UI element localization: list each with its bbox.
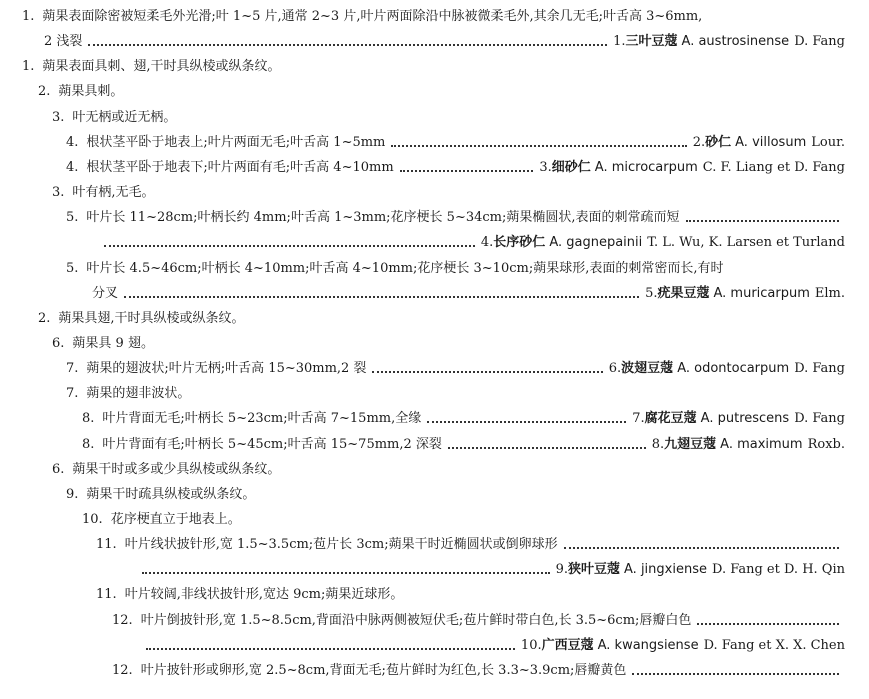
species-latin-name: A. gagnepainii	[549, 235, 643, 251]
species-author: D. Fang	[794, 361, 845, 377]
dot-leader	[632, 671, 839, 675]
couplet-number: 5.	[66, 260, 79, 276]
species-author: T. L. Wu, K. Larsen et Turland	[647, 235, 845, 251]
species-latin-name: A. microcarpum	[594, 159, 698, 175]
key-line	[52, 458, 845, 482]
species-latin-name: A. kwangsiense	[597, 637, 699, 653]
species-number: 1.	[613, 34, 626, 50]
couplet-number: 4.	[66, 134, 79, 150]
species-author: Roxb.	[807, 436, 845, 452]
key-line	[66, 206, 845, 230]
species-number: 7.	[632, 411, 645, 427]
species-author: D. Fang et D. H. Qin	[711, 562, 845, 578]
key-line	[82, 433, 845, 457]
couplet-text: 根状茎平卧于地表下;叶片两面有毛;叶舌高 4~10mm	[86, 159, 394, 175]
species-chinese-name: 波翅豆蔻	[621, 361, 674, 377]
species-number: 9.	[555, 562, 568, 578]
key-line	[38, 307, 845, 331]
couplet-text: 蒴果干时疏具纵棱或纵条纹。	[86, 486, 256, 502]
species-number: 4.	[480, 235, 494, 251]
dot-leader	[686, 218, 840, 222]
dot-leader	[142, 570, 550, 574]
species-result	[632, 407, 845, 431]
couplet-text: 2 浅裂	[44, 34, 83, 50]
couplet-text: 蒴果表面除密被短柔毛外光滑;叶 1~5 片,通常 2~3 片,叶片两面除沿中脉被微柔毛外,其余几无毛;叶舌高 3~6mm,	[42, 9, 703, 24]
species-result	[556, 558, 845, 582]
dot-leader	[564, 545, 839, 549]
species-result	[481, 231, 845, 255]
couplet-number: 11.	[96, 537, 117, 553]
couplet-text: 蒴果表面具刺、翅,干时具纵棱或纵条纹。	[42, 59, 281, 75]
species-number: 2.	[692, 134, 706, 150]
key-line	[96, 583, 845, 607]
couplet-text: 花序梗直立于地表上。	[110, 512, 241, 527]
couplet-number: 8.	[82, 436, 95, 452]
species-number: 6.	[608, 361, 622, 377]
couplet-text: 蒴果具翅,干时具纵棱或纵条纹。	[58, 310, 245, 326]
couplet-text: 叶片背面有毛;叶柄长 5~45cm;叶舌高 15~75mm,2 深裂	[102, 436, 442, 452]
key-line	[98, 231, 845, 255]
couplet-text: 叶有柄,无毛。	[72, 185, 155, 201]
couplet-text: 根状茎平卧于地表上;叶片两面无毛;叶舌高 1~5mm	[86, 134, 386, 150]
key-line	[44, 30, 845, 54]
species-latin-name: A. maximum	[720, 436, 803, 452]
species-result	[539, 156, 845, 180]
dot-leader	[146, 646, 515, 650]
couplet-number: 5.	[66, 210, 79, 226]
couplet-text: 叶片倒披针形,宽 1.5~8.5cm,背面沿中脉两侧被短伏毛;苞片鲜时带白色,长 3.5~6cm;唇瓣白色	[140, 612, 692, 628]
couplet-number: 12.	[112, 612, 133, 628]
species-author: D. Fang	[794, 34, 845, 50]
key-line	[112, 609, 845, 633]
couplet-text: 蒴果具刺。	[58, 84, 124, 100]
couplet-text: 叶片披针形或卵形,宽 2.5~8cm,背面无毛;苞片鲜时为红色,长 3.3~3.9cm;唇瓣黄色	[140, 662, 627, 678]
species-latin-name: A. putrescens	[700, 411, 790, 427]
key-line	[136, 558, 845, 582]
couplet-number: 1.	[22, 9, 35, 24]
species-latin-name: A. villosum	[735, 134, 807, 150]
dot-leader	[372, 369, 602, 373]
couplet-text: 叶片较阔,非线状披针形,宽达 9cm;蒴果近球形。	[124, 587, 404, 603]
couplet-number: 10.	[82, 512, 103, 527]
species-latin-name: A. jingxiense	[624, 562, 707, 578]
couplet-text: 分叉	[92, 285, 119, 301]
key-line	[66, 156, 845, 180]
dot-leader	[88, 42, 607, 46]
couplet-number: 2.	[38, 84, 51, 100]
couplet-number: 4.	[66, 159, 79, 175]
key-line	[66, 131, 845, 155]
species-chinese-name: 长序砂仁	[493, 235, 546, 251]
species-latin-name: A. muricarpum	[713, 285, 810, 301]
couplet-number: 8.	[82, 411, 95, 427]
species-result	[652, 433, 845, 457]
dot-leader	[124, 294, 639, 298]
key-line	[96, 533, 845, 557]
key-line	[52, 181, 845, 205]
species-author: Elm.	[814, 285, 845, 301]
species-result	[521, 634, 845, 658]
species-chinese-name: 细砂仁	[551, 159, 591, 175]
species-number: 10.	[520, 637, 542, 653]
species-author: C. F. Liang et D. Fang	[702, 159, 845, 175]
dot-leader	[104, 243, 475, 247]
species-chinese-name: 九翅豆蔻	[664, 436, 717, 452]
species-result	[613, 30, 845, 54]
key-line	[140, 634, 845, 658]
species-number: 5.	[645, 285, 658, 301]
species-number: 8.	[651, 436, 665, 452]
key-line	[112, 659, 845, 683]
couplet-number: 11.	[96, 587, 117, 603]
couplet-number: 1.	[22, 59, 35, 75]
species-chinese-name: 广西豆蔻	[541, 637, 594, 653]
key-line	[82, 508, 845, 532]
couplet-number: 3.	[52, 185, 65, 201]
species-number: 3.	[539, 159, 552, 175]
couplet-number: 6.	[52, 335, 65, 351]
species-author: D. Fang	[794, 411, 845, 427]
species-chinese-name: 腐花豆蔻	[644, 411, 697, 427]
couplet-text: 叶片长 11~28cm;叶柄长约 4mm;叶舌高 1~3mm;花序梗长 5~34cm;蒴果椭圆状,表面的刺常疏而短	[86, 210, 680, 226]
dot-leader	[697, 621, 839, 625]
dot-leader	[400, 168, 534, 172]
couplet-number: 7.	[66, 386, 79, 402]
species-chinese-name: 狭叶豆蔻	[568, 562, 621, 578]
key-line	[66, 382, 845, 406]
key-line	[22, 55, 845, 79]
key-line	[66, 257, 845, 281]
couplet-number: 12.	[112, 662, 133, 678]
couplet-text: 蒴果具 9 翅。	[72, 335, 154, 351]
key-line	[82, 407, 845, 431]
couplet-text: 蒴果的翅非波状。	[86, 386, 191, 402]
key-line	[66, 357, 845, 381]
species-latin-name: A. austrosinense	[681, 34, 790, 50]
dot-leader	[427, 419, 626, 423]
couplet-number: 3.	[52, 109, 65, 125]
key-line	[52, 106, 845, 130]
couplet-number: 2.	[38, 310, 51, 326]
species-latin-name: A. odontocarpum	[677, 361, 790, 377]
species-chinese-name: 砂仁	[705, 134, 732, 150]
couplet-text: 叶片背面无毛;叶柄长 5~23cm;叶舌高 7~15mm,全缘	[102, 411, 422, 427]
species-result	[609, 357, 845, 381]
species-result	[645, 282, 845, 306]
key-line	[22, 5, 845, 29]
couplet-number: 6.	[52, 461, 65, 477]
species-author: Lour.	[811, 134, 845, 150]
species-chinese-name: 疣果豆蔻	[657, 285, 710, 301]
species-result	[693, 131, 845, 155]
key-line	[66, 483, 845, 507]
dot-leader	[391, 143, 686, 147]
species-author: D. Fang et X. X. Chen	[703, 637, 845, 653]
key-line	[92, 282, 845, 306]
couplet-number: 7.	[66, 361, 79, 377]
couplet-text: 蒴果干时或多或少具纵棱或纵条纹。	[72, 461, 281, 477]
couplet-text: 叶片长 4.5~46cm;叶柄长 4~10mm;叶舌高 4~10mm;花序梗长 3~10cm;蒴果球形,表面的刺常密而长,有时	[86, 260, 724, 276]
couplet-text: 蒴果的翅波状;叶片无柄;叶舌高 15~30mm,2 裂	[86, 361, 367, 377]
key-line	[38, 80, 845, 104]
dot-leader	[448, 445, 646, 449]
species-chinese-name: 三叶豆蔻	[625, 34, 678, 50]
couplet-text: 叶片线状披针形,宽 1.5~3.5cm;苞片长 3cm;蒴果干时近椭圆状或倒卵球形	[124, 537, 558, 553]
couplet-text: 叶无柄或近无柄。	[72, 109, 177, 125]
couplet-number: 9.	[66, 486, 79, 502]
key-line	[52, 332, 845, 356]
